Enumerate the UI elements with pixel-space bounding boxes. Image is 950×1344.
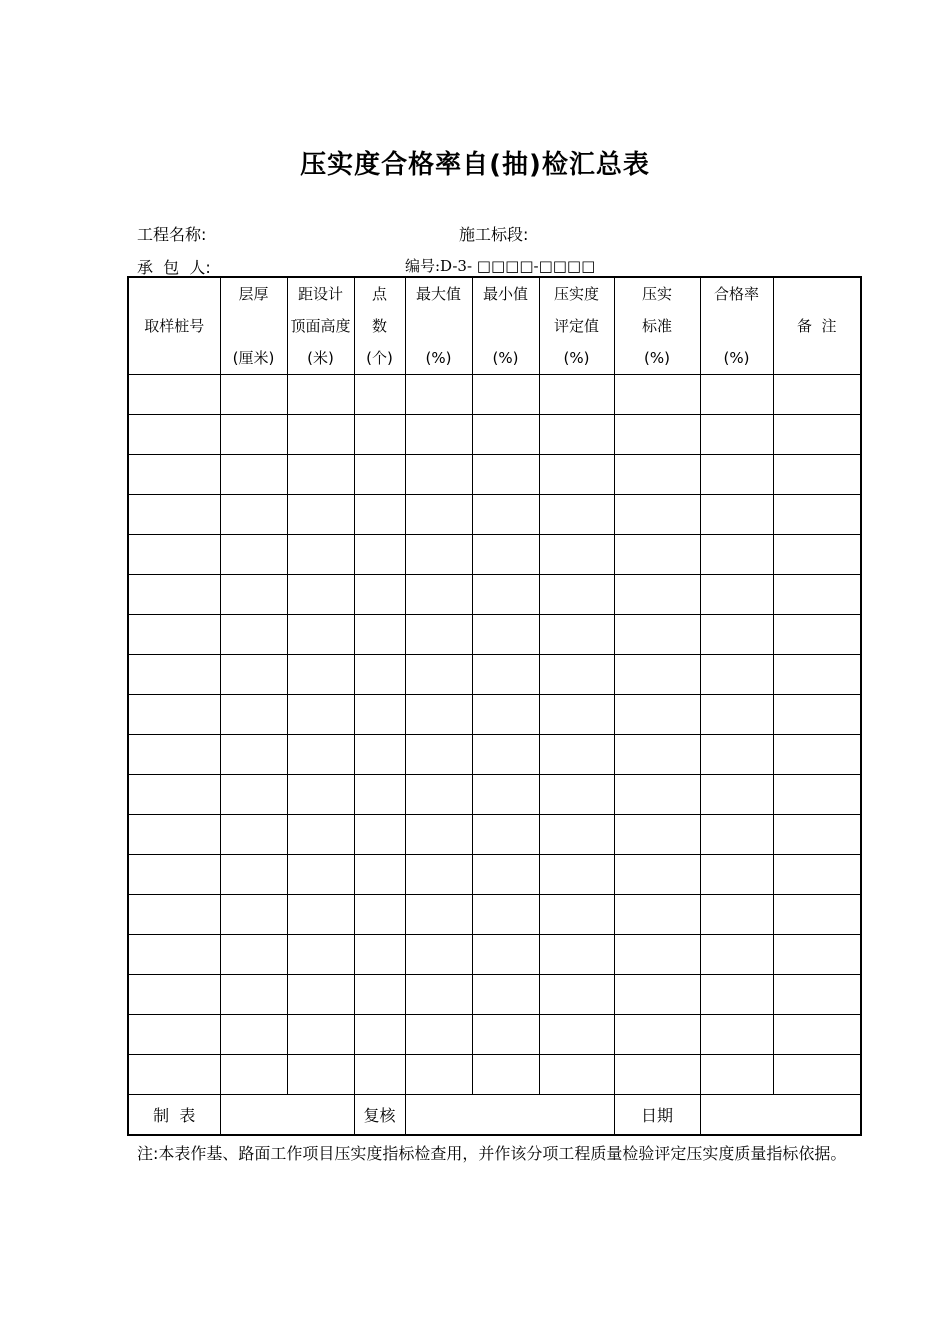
table-cell[interactable]: [700, 495, 773, 535]
table-cell[interactable]: [614, 575, 700, 615]
table-cell[interactable]: [220, 415, 287, 455]
table-cell[interactable]: [405, 615, 472, 655]
table-row: [128, 1055, 861, 1095]
header-line: (%): [563, 349, 590, 367]
table-cell[interactable]: [128, 695, 220, 735]
table-cell[interactable]: [539, 615, 614, 655]
table-cell[interactable]: [128, 775, 220, 815]
table-cell[interactable]: [614, 615, 700, 655]
header-line: [774, 278, 861, 310]
header-line: 取样桩号: [144, 317, 205, 335]
table-cell[interactable]: [405, 575, 472, 615]
header-line: [774, 342, 861, 374]
table-cell[interactable]: [472, 655, 539, 695]
table-row: [128, 535, 861, 575]
table-row: [128, 695, 861, 735]
header-line: 备 注: [796, 317, 837, 335]
table-cell[interactable]: [773, 895, 861, 935]
table-cell[interactable]: [614, 815, 700, 855]
table-cell[interactable]: [220, 815, 287, 855]
table-cell[interactable]: [700, 895, 773, 935]
review-field[interactable]: [405, 1095, 614, 1136]
table-cell[interactable]: [472, 535, 539, 575]
table-cell[interactable]: [287, 375, 354, 415]
header-line: 顶面高度: [290, 317, 351, 335]
table-cell[interactable]: [354, 535, 405, 575]
table-cell[interactable]: [700, 535, 773, 575]
table-row: [128, 935, 861, 975]
table-row: [128, 655, 861, 695]
table-cell[interactable]: [354, 975, 405, 1015]
table-cell[interactable]: [128, 375, 220, 415]
table-cell[interactable]: [287, 775, 354, 815]
table-cell[interactable]: [614, 895, 700, 935]
table-cell[interactable]: [354, 455, 405, 495]
table-cell[interactable]: [220, 695, 287, 735]
signature-row: [128, 1095, 861, 1136]
table-cell[interactable]: [700, 855, 773, 895]
table-cell[interactable]: [220, 455, 287, 495]
table-cell[interactable]: [220, 975, 287, 1015]
table-row: [128, 975, 861, 1015]
table-row: [128, 455, 861, 495]
header-line: [473, 310, 539, 342]
header-line: (%): [492, 349, 519, 367]
table-cell[interactable]: [405, 855, 472, 895]
table-cell[interactable]: [614, 1015, 700, 1055]
table-cell[interactable]: [539, 815, 614, 855]
table-cell[interactable]: [128, 735, 220, 775]
table-cell[interactable]: [773, 1015, 861, 1055]
table-cell[interactable]: [700, 455, 773, 495]
table-cell[interactable]: [128, 1015, 220, 1055]
table-cell[interactable]: [220, 775, 287, 815]
table-cell[interactable]: [773, 535, 861, 575]
table-cell[interactable]: [472, 1055, 539, 1095]
header-line: 最大值: [415, 285, 461, 303]
table-cell[interactable]: [539, 895, 614, 935]
table-cell[interactable]: [354, 575, 405, 615]
header-line: [406, 310, 472, 342]
table-cell[interactable]: [354, 1015, 405, 1055]
table-cell[interactable]: [539, 1015, 614, 1055]
table-cell[interactable]: [773, 775, 861, 815]
column-header: [614, 277, 700, 375]
table-cell[interactable]: [287, 535, 354, 575]
table-row: [128, 495, 861, 535]
table-row: [128, 615, 861, 655]
table-cell[interactable]: [539, 1055, 614, 1095]
table-cell[interactable]: [354, 1055, 405, 1095]
table-cell[interactable]: [405, 455, 472, 495]
header-line: (%): [425, 349, 452, 367]
table-cell[interactable]: [472, 1015, 539, 1055]
table-cell[interactable]: [614, 975, 700, 1015]
header-line: (米): [307, 349, 334, 367]
table-cell[interactable]: [128, 935, 220, 975]
table-row: [128, 815, 861, 855]
table-cell[interactable]: [287, 935, 354, 975]
table-cell[interactable]: [220, 1015, 287, 1055]
table-cell[interactable]: [405, 1055, 472, 1095]
table-cell[interactable]: [220, 655, 287, 695]
table-cell[interactable]: [700, 615, 773, 655]
table-cell[interactable]: [287, 895, 354, 935]
made-by-label: 制 表: [128, 1095, 220, 1136]
table-cell[interactable]: [614, 735, 700, 775]
table-cell[interactable]: [220, 575, 287, 615]
table-footnote: 注:本表作基、路面工作项目压实度指标检查用，并作该分项工程质量检验评定压实度质量指标依据。: [137, 1144, 847, 1163]
table-row: [128, 1015, 861, 1055]
table-cell[interactable]: [539, 375, 614, 415]
header-line: [701, 310, 773, 342]
header-line: 压实度: [553, 285, 599, 303]
header-line: [129, 342, 220, 374]
column-header: [773, 277, 861, 375]
table-cell[interactable]: [472, 455, 539, 495]
table-cell[interactable]: [700, 415, 773, 455]
table-cell[interactable]: [128, 535, 220, 575]
table-cell[interactable]: [472, 495, 539, 535]
table-cell[interactable]: [700, 815, 773, 855]
header-line: 评定值: [553, 317, 599, 335]
table-cell[interactable]: [472, 895, 539, 935]
column-header: [700, 277, 773, 375]
column-header: [128, 277, 220, 375]
table-cell[interactable]: [287, 855, 354, 895]
table-cell[interactable]: [287, 495, 354, 535]
table-cell[interactable]: [539, 775, 614, 815]
table-cell[interactable]: [354, 655, 405, 695]
table-cell[interactable]: [773, 415, 861, 455]
table-cell[interactable]: [773, 495, 861, 535]
table-cell[interactable]: [405, 415, 472, 455]
table-cell[interactable]: [700, 695, 773, 735]
table-cell[interactable]: [773, 735, 861, 775]
table-cell[interactable]: [773, 975, 861, 1015]
table-cell[interactable]: [405, 775, 472, 815]
table-cell[interactable]: [128, 975, 220, 1015]
table-cell[interactable]: [773, 655, 861, 695]
table-cell[interactable]: [700, 1015, 773, 1055]
contractor-label: 承 包 人:: [137, 258, 211, 277]
table-cell[interactable]: [614, 855, 700, 895]
table-cell[interactable]: [354, 895, 405, 935]
header-line: (%): [644, 349, 670, 367]
column-header: [220, 277, 287, 375]
table-cell[interactable]: [773, 615, 861, 655]
table-cell[interactable]: [354, 415, 405, 455]
table-cell[interactable]: [700, 935, 773, 975]
table-cell[interactable]: [128, 655, 220, 695]
table-row: [128, 775, 861, 815]
compaction-summary-table: [127, 276, 862, 1136]
table-cell[interactable]: [128, 855, 220, 895]
table-row: [128, 375, 861, 415]
table-cell[interactable]: [354, 495, 405, 535]
table-row: [128, 735, 861, 775]
table-row: [128, 855, 861, 895]
table-cell[interactable]: [614, 495, 700, 535]
table-cell[interactable]: [539, 935, 614, 975]
table-cell[interactable]: [128, 495, 220, 535]
table-cell[interactable]: [287, 415, 354, 455]
header-line: 数: [371, 317, 387, 335]
table-cell[interactable]: [287, 655, 354, 695]
table-cell[interactable]: [405, 695, 472, 735]
table-cell[interactable]: [287, 975, 354, 1015]
project-name-label: 工程名称:: [137, 225, 207, 244]
table-cell[interactable]: [128, 415, 220, 455]
table-cell[interactable]: [405, 975, 472, 1015]
table-cell[interactable]: [773, 375, 861, 415]
table-cell[interactable]: [472, 935, 539, 975]
header-line: 层厚: [238, 285, 269, 303]
header-line: (%): [723, 349, 750, 367]
table-cell[interactable]: [472, 615, 539, 655]
header-line: [221, 310, 287, 342]
table-cell[interactable]: [700, 775, 773, 815]
page-title: 压实度合格率自(抽)检汇总表: [300, 150, 650, 180]
table-cell[interactable]: [472, 975, 539, 1015]
table-cell[interactable]: [700, 575, 773, 615]
table-cell[interactable]: [773, 935, 861, 975]
table-cell[interactable]: [614, 655, 700, 695]
header-line: 合格率: [713, 285, 759, 303]
table-row: [128, 895, 861, 935]
date-field[interactable]: [700, 1095, 861, 1136]
table-cell[interactable]: [700, 1055, 773, 1095]
table-cell[interactable]: [354, 815, 405, 855]
table-cell[interactable]: [472, 415, 539, 455]
table-cell[interactable]: [539, 855, 614, 895]
table-cell[interactable]: [128, 615, 220, 655]
table-cell[interactable]: [287, 455, 354, 495]
table-cell[interactable]: [539, 535, 614, 575]
table-cell[interactable]: [128, 815, 220, 855]
table-cell[interactable]: [614, 695, 700, 735]
date-label: 日期: [614, 1095, 700, 1136]
table-cell[interactable]: [614, 455, 700, 495]
table-cell[interactable]: [539, 495, 614, 535]
column-header: [405, 277, 472, 375]
table-cell[interactable]: [700, 975, 773, 1015]
table-cell[interactable]: [614, 1055, 700, 1095]
table-cell[interactable]: [220, 375, 287, 415]
table-cell[interactable]: [405, 655, 472, 695]
column-header: [354, 277, 405, 375]
table-cell[interactable]: [773, 815, 861, 855]
table-cell[interactable]: [405, 815, 472, 855]
table-cell[interactable]: [287, 1015, 354, 1055]
table-cell[interactable]: [220, 855, 287, 895]
table-cell[interactable]: [354, 615, 405, 655]
table-cell[interactable]: [354, 935, 405, 975]
table-cell[interactable]: [614, 535, 700, 575]
table-cell[interactable]: [539, 455, 614, 495]
construction-section-label: 施工标段:: [459, 225, 529, 244]
review-label: 复核: [354, 1095, 405, 1136]
table-cell[interactable]: [287, 815, 354, 855]
header-line: [129, 278, 220, 310]
table-cell[interactable]: [354, 735, 405, 775]
table-cell[interactable]: [405, 935, 472, 975]
table-cell[interactable]: [405, 375, 472, 415]
table-cell[interactable]: [220, 1055, 287, 1095]
table-cell[interactable]: [405, 895, 472, 935]
table-cell[interactable]: [472, 575, 539, 615]
table-cell[interactable]: [405, 735, 472, 775]
header-line: 距设计: [297, 285, 343, 303]
table-cell[interactable]: [287, 695, 354, 735]
table-cell[interactable]: [405, 495, 472, 535]
table-row: [128, 415, 861, 455]
table-cell[interactable]: [539, 415, 614, 455]
table-cell[interactable]: [405, 535, 472, 575]
header-line: 最小值: [482, 285, 528, 303]
table-cell[interactable]: [354, 855, 405, 895]
table-cell[interactable]: [539, 735, 614, 775]
table-cell[interactable]: [614, 375, 700, 415]
header-line: (厘米): [232, 349, 275, 367]
table-cell[interactable]: [287, 1055, 354, 1095]
header-line: (个): [366, 349, 393, 367]
document-code: 编号:D-3- □□□□-□□□□: [405, 257, 596, 275]
header-line: 标准: [641, 317, 672, 335]
table-cell[interactable]: [220, 735, 287, 775]
table-cell[interactable]: [128, 895, 220, 935]
table-cell[interactable]: [539, 695, 614, 735]
table-cell[interactable]: [220, 535, 287, 575]
table-cell[interactable]: [539, 655, 614, 695]
table-cell[interactable]: [614, 935, 700, 975]
table-cell[interactable]: [539, 975, 614, 1015]
table-cell[interactable]: [700, 375, 773, 415]
header-line: 压实: [641, 285, 672, 303]
table-cell[interactable]: [354, 375, 405, 415]
table-cell[interactable]: [354, 695, 405, 735]
table-cell[interactable]: [700, 735, 773, 775]
table-cell[interactable]: [472, 775, 539, 815]
table-cell[interactable]: [472, 695, 539, 735]
table-cell[interactable]: [773, 695, 861, 735]
table-cell[interactable]: [128, 455, 220, 495]
table-cell[interactable]: [773, 575, 861, 615]
table-cell[interactable]: [220, 935, 287, 975]
table-cell[interactable]: [472, 855, 539, 895]
column-header: [539, 277, 614, 375]
table-cell[interactable]: [773, 855, 861, 895]
table-cell[interactable]: [354, 775, 405, 815]
table-cell[interactable]: [287, 615, 354, 655]
table-cell[interactable]: [220, 895, 287, 935]
table-cell[interactable]: [614, 775, 700, 815]
table-row: [128, 575, 861, 615]
column-header: [287, 277, 354, 375]
table-cell[interactable]: [614, 415, 700, 455]
table-cell[interactable]: [472, 735, 539, 775]
table-cell[interactable]: [220, 495, 287, 535]
table-cell[interactable]: [700, 655, 773, 695]
table-cell[interactable]: [287, 735, 354, 775]
table-cell[interactable]: [773, 455, 861, 495]
table-cell[interactable]: [287, 575, 354, 615]
table-cell[interactable]: [405, 1015, 472, 1055]
column-header: [472, 277, 539, 375]
table-cell[interactable]: [773, 1055, 861, 1095]
table-cell[interactable]: [128, 575, 220, 615]
header-row: [128, 277, 861, 375]
table-cell[interactable]: [472, 375, 539, 415]
table-cell[interactable]: [220, 615, 287, 655]
table-cell[interactable]: [472, 815, 539, 855]
table-cell[interactable]: [128, 1055, 220, 1095]
table-cell[interactable]: [539, 575, 614, 615]
made-by-field[interactable]: [220, 1095, 354, 1136]
header-line: 点: [371, 285, 387, 303]
